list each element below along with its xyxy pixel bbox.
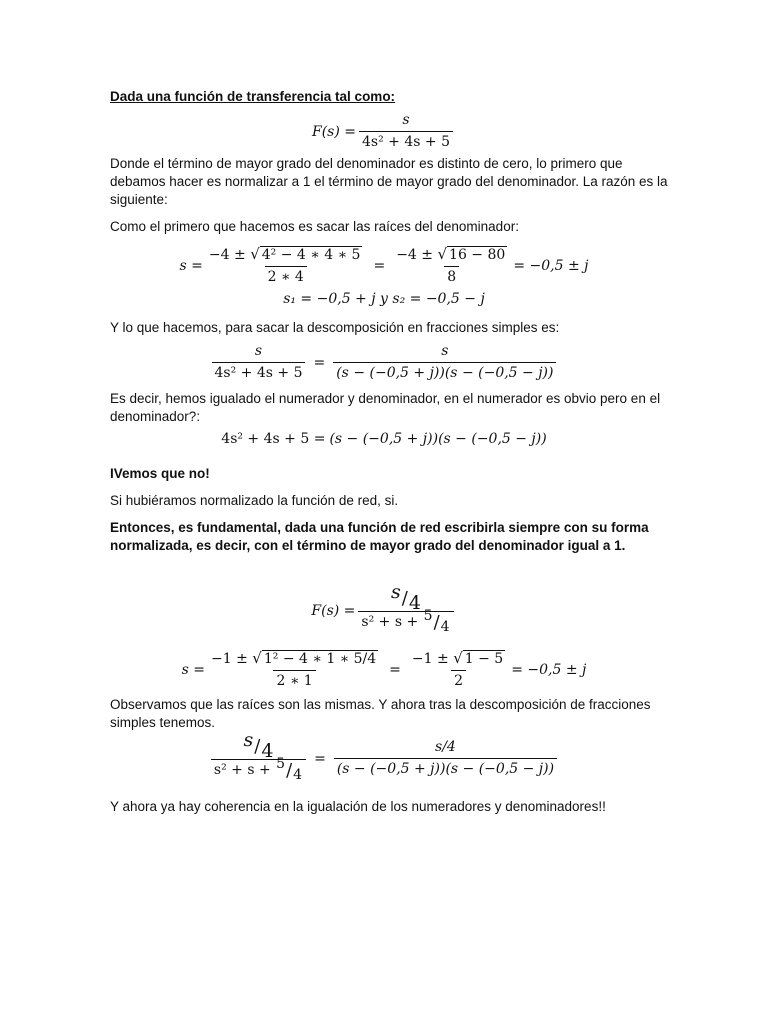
eq7-fraction-a xyxy=(208,650,381,690)
paragraph-8: Observamos que las raíces son las mismas. Y ahora tras la descomposición de fracciones simples tenemos. xyxy=(110,697,651,730)
equals-sign: = xyxy=(313,354,326,371)
eq8-fraction-right xyxy=(334,739,557,778)
eq8-right-numerator: s/4 xyxy=(435,739,456,755)
equation-transfer-function xyxy=(0,112,768,151)
equals-sign: = xyxy=(389,662,401,678)
eq7-b-prefix: −1 ± xyxy=(411,651,449,667)
eq4-right-numerator: s xyxy=(441,343,449,359)
eq4-fraction-left xyxy=(212,343,306,382)
equation-normalized-roots xyxy=(0,650,768,690)
radical-sign: √ xyxy=(437,245,448,263)
eq4-numerator: s xyxy=(254,343,263,359)
eq2-fraction-a xyxy=(206,246,366,286)
paragraph-6: Si hubiéramos normalizado la función de red, si. xyxy=(110,493,399,508)
eq8-right-denominator: (s − (−0,5 + j))(s − (−0,5 − j)) xyxy=(334,758,557,778)
eq5-rhs: (s − (−0,5 + j))(s − (−0,5 − j)) xyxy=(329,431,547,447)
paragraph-2: Como el primero que hacemos es sacar las raíces del denominador: xyxy=(110,219,519,234)
eq2-a-denominator: 2 ∗ 4 xyxy=(265,266,307,286)
paragraph-5: IVemos que no! xyxy=(110,466,210,481)
eq6-den-prefix: s² + s + xyxy=(361,614,419,630)
section-heading: Dada una función de transferencia tal como: xyxy=(110,89,396,104)
eq8-num-a: s xyxy=(243,729,254,751)
eq6-den-a: 5 xyxy=(423,608,433,624)
eq1-denominator: 4s² + 4s + 5 xyxy=(359,131,453,151)
equals-sign: = xyxy=(314,750,326,767)
eq8-fraction-left: s / 4 s² + s + 5 / 4 xyxy=(211,738,306,779)
paragraph-9: Y ahora ya hay coherencia en la igualación de los numeradores y denominadores!! xyxy=(110,799,606,814)
equation-normalized-function xyxy=(0,581,768,635)
equals-sign: = xyxy=(373,258,386,274)
paragraph-7: Entonces, es fundamental, dada una función de red escribirla siempre con su forma normalizada, es decir, con el término de mayor grado del denominador igual a 1. xyxy=(110,520,649,553)
eq7-result: = −0,5 ± j xyxy=(511,662,587,678)
eq2-a-prefix: −4 ± xyxy=(208,247,246,263)
paragraph-1: Donde el término de mayor grado del denominador es distinto de cero, lo primero que debamos hacer es normalizar a 1 el término de mayor grado del denominador. La razón es la siguiente: xyxy=(110,156,668,207)
eq8-den-prefix: s² + s + xyxy=(213,762,271,778)
eq2-b-radicand: 16 − 80 xyxy=(449,247,506,263)
eq2-fraction-b xyxy=(393,246,510,286)
eq8-den-b: 4 xyxy=(293,767,303,783)
paragraph-3: Y lo que hacemos, para sacar la descomposición en fracciones simples es: xyxy=(110,320,560,335)
eq7-lhs: s = xyxy=(181,662,205,678)
eq7-b-denominator: 2 xyxy=(451,670,466,690)
eq2-b-prefix: −4 ± xyxy=(396,247,434,263)
radical-sign: √ xyxy=(252,649,262,667)
eq1-numerator: s xyxy=(402,112,410,128)
sqrt-symbol xyxy=(453,650,505,667)
eq6-den-b: 4 xyxy=(440,619,450,635)
equation-partial-fractions xyxy=(0,343,768,382)
eq1-lhs: F(s) = xyxy=(312,123,357,140)
eq8-den-a: 5 xyxy=(276,756,286,772)
eq7-b-radicand: 1 − 5 xyxy=(464,651,504,667)
radical-sign: √ xyxy=(453,649,463,667)
eq4-right-denominator: (s − (−0,5 + j))(s − (−0,5 − j)) xyxy=(333,362,556,382)
eq4-fraction-right xyxy=(333,343,556,382)
eq2-b-denominator: 8 xyxy=(444,266,459,286)
eq6-num-a: s xyxy=(391,581,401,603)
eq2-a-radicand: 4² − 4 ∗ 4 ∗ 5 xyxy=(261,247,361,263)
eq7-a-radicand: 1² − 4 ∗ 1 ∗ 5/4 xyxy=(263,651,377,667)
eq4-denominator: 4s² + 4s + 5 xyxy=(212,362,306,382)
eq8-num-b: 4 xyxy=(261,740,274,762)
sqrt-symbol xyxy=(252,650,378,667)
radical-sign: √ xyxy=(250,245,260,263)
eq6-fraction: s / 4 s² + s + 5 / 4 xyxy=(358,590,453,631)
equation-roots xyxy=(0,246,768,286)
sqrt-symbol xyxy=(250,246,362,263)
eq6-num-b: 4 xyxy=(408,592,421,614)
eq2-lhs: s = xyxy=(179,258,203,274)
eq7-a-denominator: 2 ∗ 1 xyxy=(273,670,315,690)
equation-normalized-partial-fractions xyxy=(0,729,768,783)
equation-denominator-comparison xyxy=(0,431,768,447)
eq1-fraction xyxy=(359,112,453,151)
eq7-a-prefix: −1 ± xyxy=(211,651,248,667)
sqrt-symbol xyxy=(437,246,507,263)
eq5-lhs: 4s² + 4s + 5 = xyxy=(221,431,326,447)
eq2-result: = −0,5 ± j xyxy=(513,258,589,274)
eq6-lhs: F(s) = xyxy=(311,602,356,619)
paragraph-4: Es decir, hemos igualado el numerador y denominador, en el numerador es obvio pero en el denominador?: xyxy=(110,391,661,424)
equation-root-values: s₁ = −0,5 + j y s₂ = −0,5 − j xyxy=(283,291,485,307)
eq7-fraction-b xyxy=(409,650,508,690)
